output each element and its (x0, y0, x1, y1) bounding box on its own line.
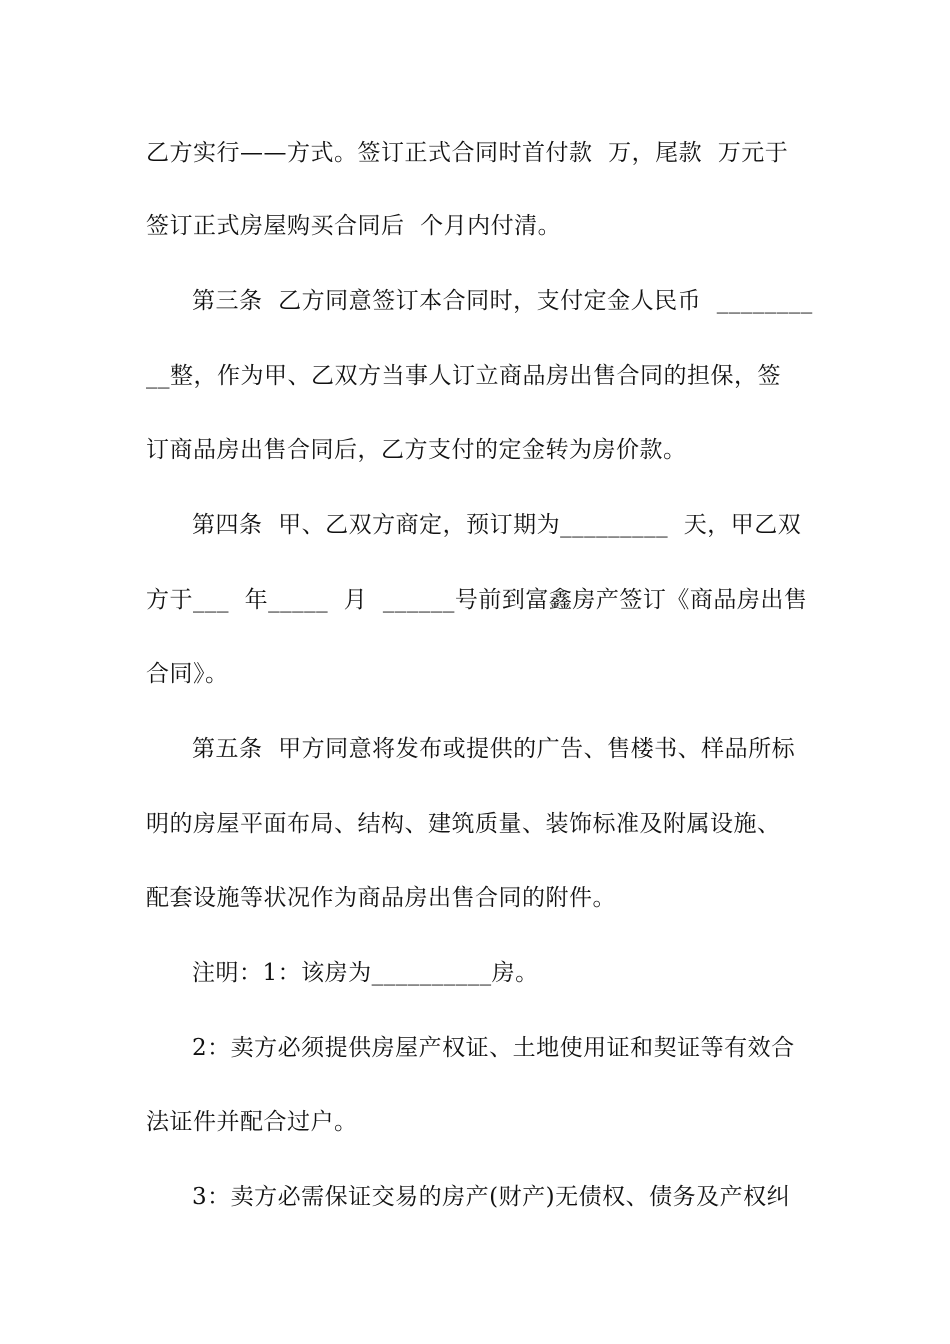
text-line: 订商品房出售合同后，乙方支付的定金转为房价款。 (146, 437, 687, 463)
text-line: 方于___ 年_____ 月 ______号前到富鑫房产签订《商品房出售 (146, 587, 808, 613)
text-line: 配套设施等状况作为商品房出售合同的附件。 (146, 885, 616, 911)
note-1-line: 注明：1：该房为__________房。 (192, 960, 539, 986)
text-line: 签订正式房屋购买合同后 个月内付清。 (146, 213, 562, 239)
text-line: 乙方实行——方式。签订正式合同时首付款 万，尾款 万元于 (146, 140, 789, 166)
text-line: 合同》。 (146, 661, 229, 687)
article-5-line: 第五条 甲方同意将发布或提供的广告、售楼书、样品所标 (192, 736, 796, 762)
text-line: 明的房屋平面布局、结构、建筑质量、装饰标准及附属设施、 (146, 811, 781, 837)
article-4-line: 第四条 甲、乙双方商定，预订期为_________ 天，甲乙双 (192, 512, 802, 538)
article-3-line: 第三条 乙方同意签订本合同时，支付定金人民币 ________ (192, 288, 813, 314)
text-line: __整，作为甲、乙双方当事人订立商品房出售合同的担保，签 (146, 363, 781, 389)
note-2-line: 2：卖方必须提供房屋产权证、土地使用证和契证等有效合 (192, 1035, 795, 1061)
note-3-line: 3：卖方必需保证交易的房产(财产)无债权、债务及产权纠 (192, 1184, 791, 1210)
text-line: 法证件并配合过户。 (146, 1109, 358, 1135)
